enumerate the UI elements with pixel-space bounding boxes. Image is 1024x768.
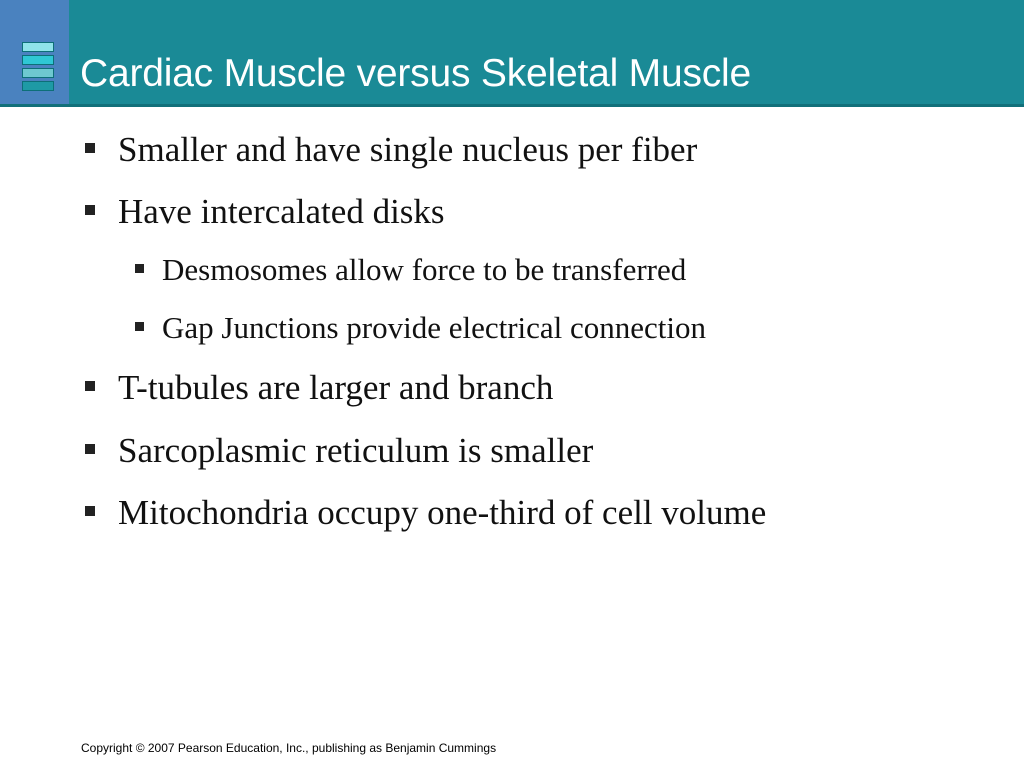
bullet-text: Smaller and have single nucleus per fiber: [118, 130, 698, 169]
bullet-item: [118, 192, 445, 232]
bullet-item: [118, 368, 553, 408]
square-bullet-icon: [85, 506, 95, 516]
title-bar-divider: [0, 104, 1024, 107]
bullet-text: Sarcoplasmic reticulum is smaller: [118, 431, 594, 470]
bullet-text: T-tubules are larger and branch: [118, 368, 554, 407]
square-bullet-icon: [85, 381, 95, 391]
square-bullet-icon: [85, 143, 95, 153]
bullet-item: [118, 130, 697, 170]
logo-bar: [22, 81, 54, 91]
title-bar-accent-block: [0, 0, 69, 106]
bullet-text: Mitochondria occupy one-third of cell volume: [118, 493, 767, 532]
logo-bar: [22, 55, 54, 65]
bullet-text: Have intercalated disks: [118, 192, 445, 231]
sub-bullet-text: Gap Junctions provide electrical connection: [162, 310, 707, 345]
slide-title: Cardiac Muscle versus Skeletal Muscle: [80, 52, 752, 95]
sub-bullet-text: Desmosomes allow force to be transferred: [162, 252, 687, 287]
square-bullet-icon: [135, 322, 144, 331]
sub-bullet-item: [162, 252, 686, 288]
stacked-bars-icon: [22, 42, 54, 92]
bullet-item: [118, 493, 766, 533]
title-bar: [0, 0, 1024, 104]
square-bullet-icon: [135, 264, 144, 273]
logo-bar: [22, 42, 54, 52]
sub-bullet-item: [162, 310, 706, 346]
square-bullet-icon: [85, 205, 95, 215]
bullet-item: [118, 431, 593, 471]
logo-bar: [22, 68, 54, 78]
copyright-footer: Copyright © 2007 Pearson Education, Inc., publishing as Benjamin Cummings: [81, 741, 497, 755]
square-bullet-icon: [85, 444, 95, 454]
